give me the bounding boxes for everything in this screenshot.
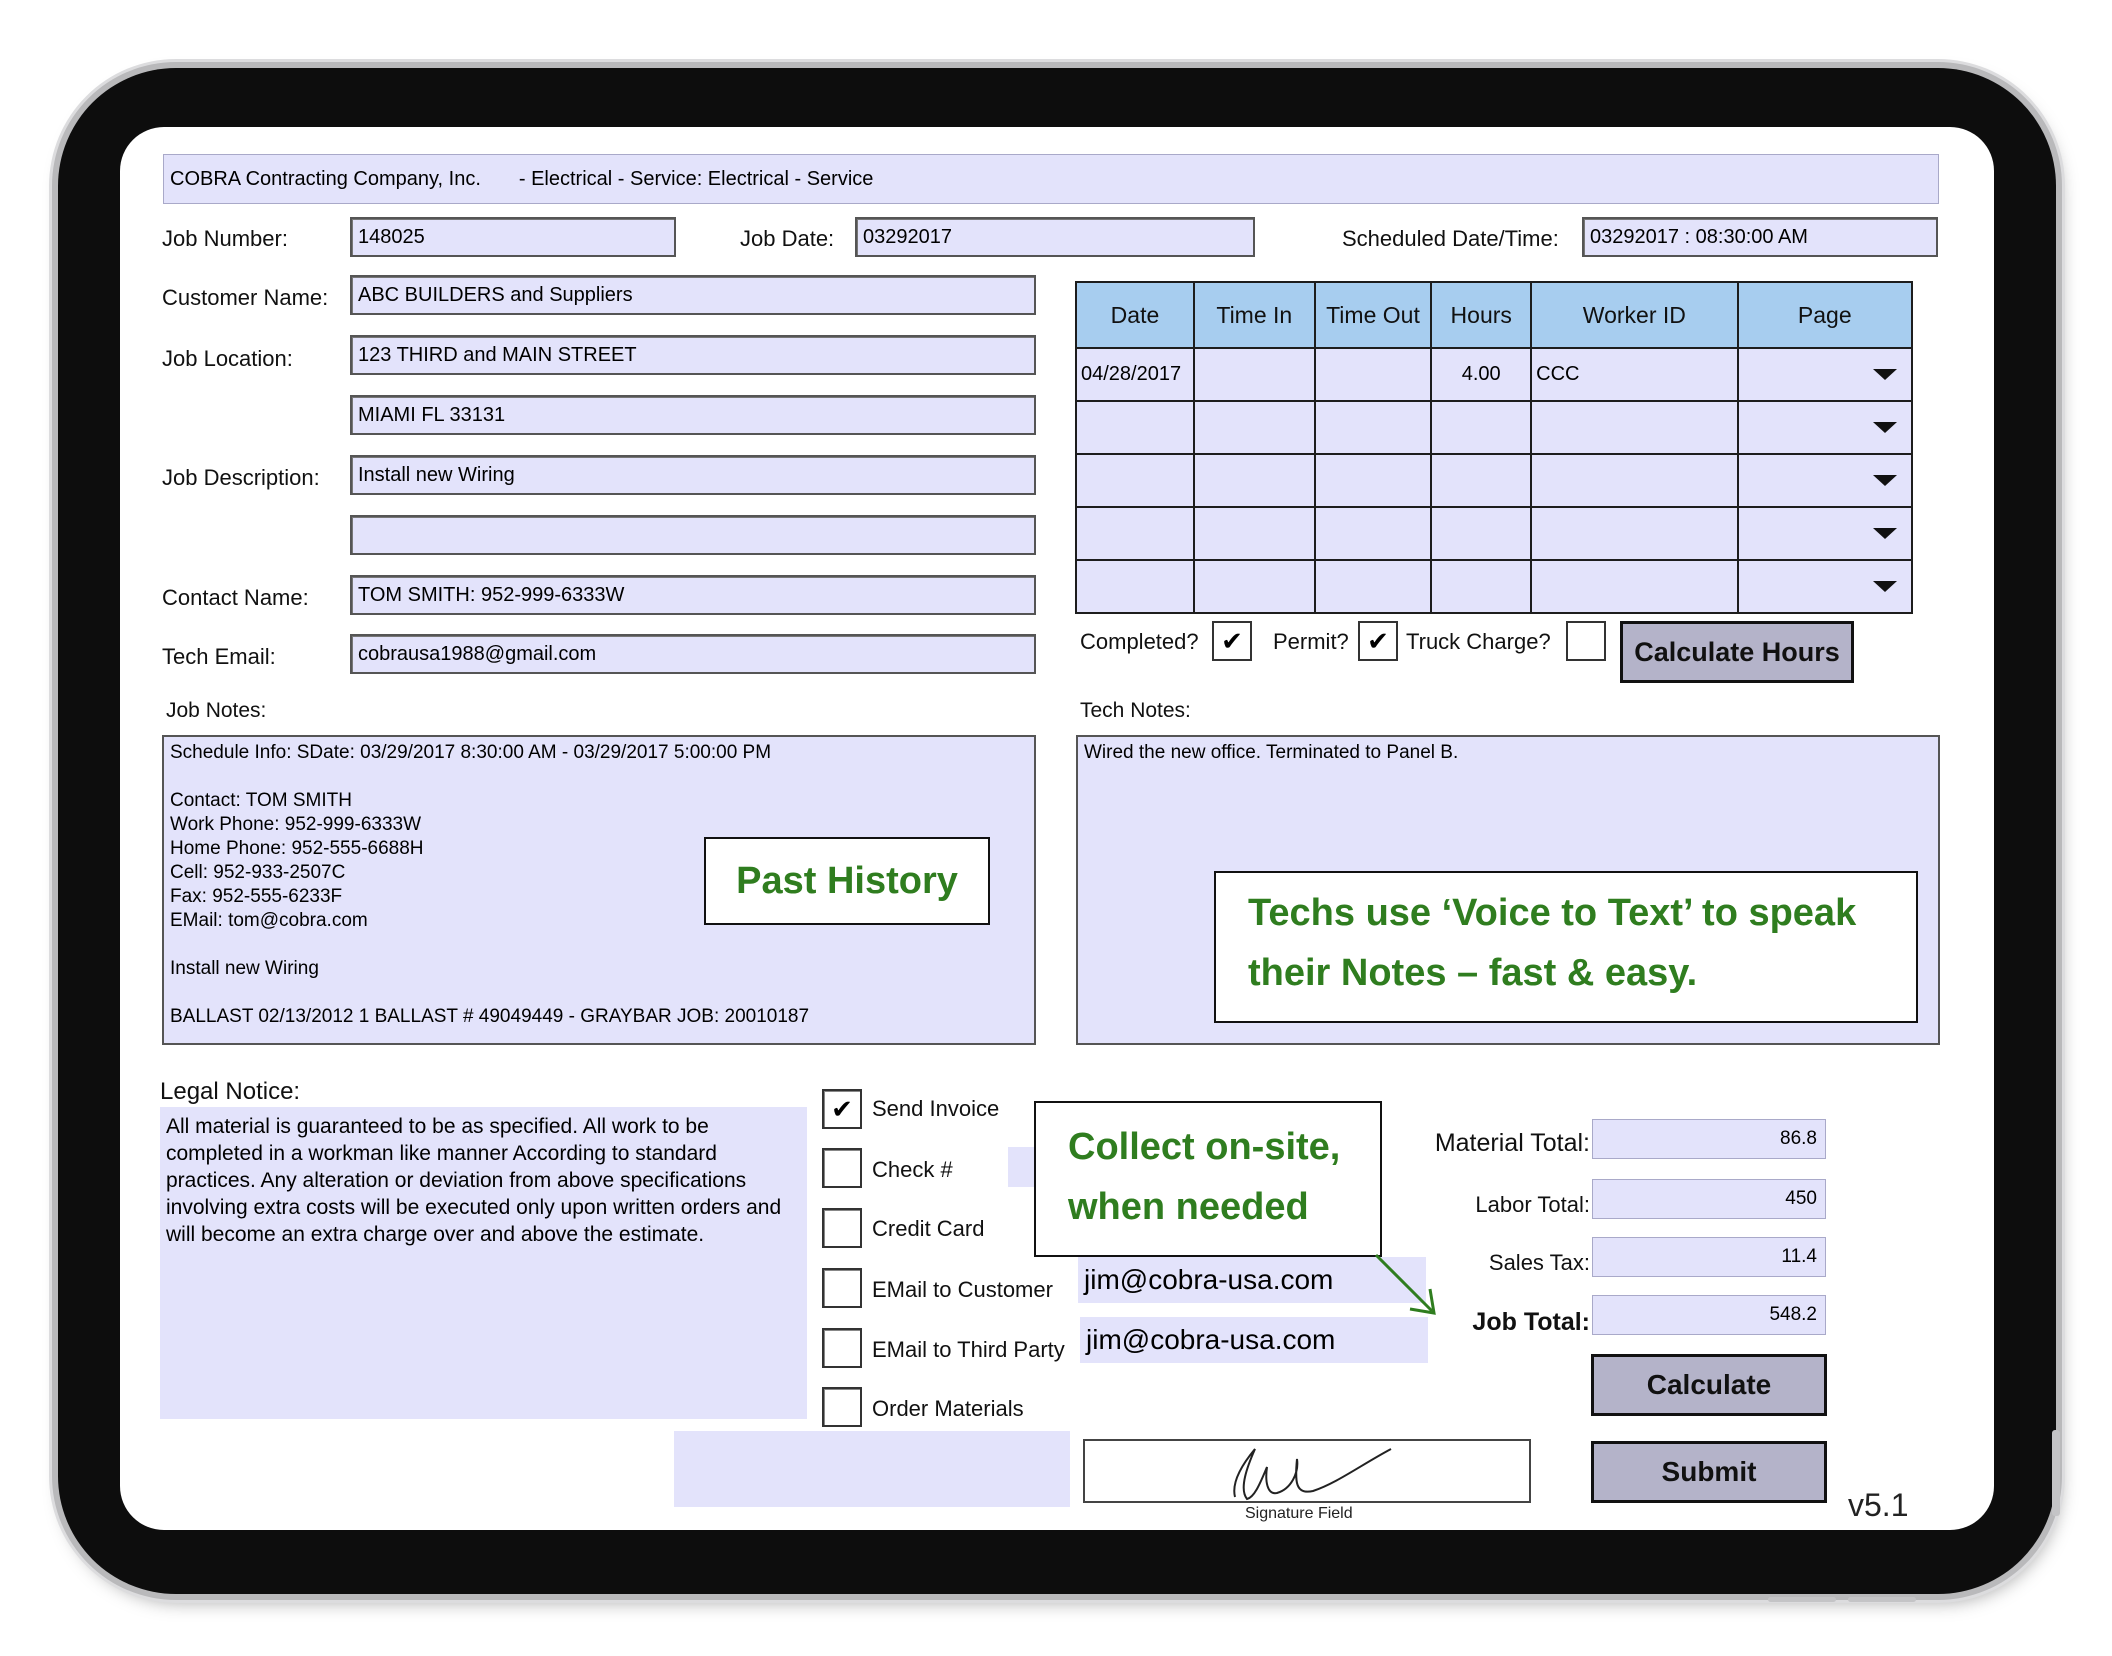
home-indicator-right	[1848, 1597, 1916, 1602]
form-screen	[120, 127, 1994, 1530]
bottom-blank-field[interactable]	[674, 1431, 1070, 1507]
past-history-text: Past History	[736, 860, 958, 902]
company-header	[163, 154, 1939, 204]
hours-cell[interactable]	[1431, 560, 1531, 613]
collect-on-site-callout	[1034, 1101, 1382, 1257]
company-name: COBRA Contracting Company, Inc.	[170, 167, 481, 190]
chevron-down-icon	[1873, 422, 1897, 433]
permit-checkbox[interactable]: ✔	[1358, 621, 1398, 661]
voice-to-text-callout	[1214, 871, 1918, 1023]
hours-table-header	[1076, 282, 1912, 348]
tech-note-text: Wired the new office. Terminated to Panel B.	[1084, 742, 1459, 763]
tech-email-label: Tech Email:	[162, 644, 276, 669]
table-row	[1076, 507, 1912, 560]
customer-field[interactable]: ABC BUILDERS and Suppliers	[350, 275, 1036, 315]
table-row	[1076, 560, 1912, 613]
job-notes-label: Job Notes:	[166, 699, 267, 722]
scheduled-label: Scheduled Date/Time:	[1342, 226, 1559, 251]
note-line	[170, 765, 1028, 789]
signature-scribble-icon	[1085, 1441, 1533, 1505]
time-out-cell[interactable]	[1315, 507, 1432, 560]
table-row	[1076, 401, 1912, 454]
hours-cell[interactable]: 4.00	[1431, 348, 1531, 401]
time-in-cell[interactable]	[1194, 348, 1315, 401]
chevron-down-icon	[1873, 369, 1897, 380]
hours-cell[interactable]	[1431, 454, 1531, 507]
completed-checkbox[interactable]: ✔	[1212, 621, 1252, 661]
chevron-down-icon	[1873, 581, 1897, 592]
note-line: BALLAST 02/13/2012 1 BALLAST # 49049449 - GRAYBAR JOB: 20010187	[170, 1006, 810, 1027]
note-line: Fax: 952-555-6233F	[170, 886, 343, 907]
contact-label: Contact Name:	[162, 585, 309, 610]
page-dropdown[interactable]	[1738, 401, 1912, 454]
date-cell[interactable]	[1076, 454, 1194, 507]
job-date-label: Job Date:	[740, 226, 835, 251]
email-customer-label: EMail to Customer	[872, 1277, 1053, 1302]
page-dropdown[interactable]	[1738, 560, 1912, 613]
email-third-party-field[interactable]: jim@cobra-usa.com	[1080, 1317, 1428, 1363]
completed-label: Completed?	[1080, 629, 1199, 654]
col-time-out: Time Out	[1315, 282, 1432, 348]
email-third-party-checkbox[interactable]	[822, 1328, 862, 1368]
note-line: Cell: 952-933-2507C	[170, 862, 346, 883]
scheduled-field[interactable]: 03292017 : 08:30:00 AM	[1582, 217, 1938, 257]
hours-cell[interactable]	[1431, 401, 1531, 454]
note-line: Home Phone: 952-555-6688H	[170, 838, 424, 859]
check-number-checkbox[interactable]	[822, 1148, 862, 1188]
signature-caption: Signature Field	[1245, 1505, 1353, 1522]
col-time-in: Time In	[1194, 282, 1315, 348]
location-line2-field[interactable]: MIAMI FL 33131	[350, 395, 1036, 435]
calculate-hours-button[interactable]: Calculate Hours	[1620, 621, 1854, 683]
note-line: Contact: TOM SMITH	[170, 790, 352, 811]
time-in-cell[interactable]	[1194, 507, 1315, 560]
email-third-party-label: EMail to Third Party	[872, 1337, 1065, 1362]
job-date-field[interactable]: 03292017	[855, 217, 1255, 257]
job-number-label: Job Number:	[162, 226, 288, 251]
note-line	[170, 933, 1028, 957]
date-cell[interactable]: 04/28/2017	[1076, 348, 1194, 401]
tech-email-field[interactable]: cobrausa1988@gmail.com	[350, 634, 1036, 674]
chevron-down-icon	[1873, 528, 1897, 539]
voice-callout-line2: their Notes – fast & easy.	[1248, 952, 1698, 994]
table-row	[1076, 454, 1912, 507]
truck-charge-label: Truck Charge?	[1406, 629, 1551, 654]
labor-total-field[interactable]: 450	[1592, 1179, 1826, 1219]
email-customer-checkbox[interactable]	[822, 1268, 862, 1308]
page-dropdown[interactable]	[1738, 454, 1912, 507]
note-line: Work Phone: 952-999-6333W	[170, 814, 422, 835]
time-out-cell[interactable]	[1315, 560, 1432, 613]
past-history-callout	[704, 837, 990, 925]
signature-field[interactable]	[1083, 1439, 1531, 1503]
credit-card-checkbox[interactable]	[822, 1208, 862, 1248]
chevron-down-icon	[1873, 475, 1897, 486]
date-cell[interactable]	[1076, 560, 1194, 613]
description-line2-field[interactable]	[350, 515, 1036, 555]
version-label: v5.1	[1848, 1487, 1909, 1523]
material-total-field[interactable]: 86.8	[1592, 1119, 1826, 1159]
collect-callout-line1: Collect on-site,	[1068, 1126, 1341, 1168]
volume-button	[2052, 1430, 2060, 1516]
legal-notice-text: All material is guaranteed to be as specified. All work to be completed in a workman like manner According to standard practices. Any alteration or deviation from above specifications involving extra costs will be executed only upon written orders and will become an extra charge over and above the estimate.	[160, 1107, 807, 1419]
material-total-label: Material Total:	[1434, 1129, 1590, 1157]
home-indicator-left	[1768, 1597, 1836, 1602]
date-cell[interactable]	[1076, 507, 1194, 560]
sales-tax-label: Sales Tax:	[1488, 1250, 1590, 1275]
time-in-cell[interactable]	[1194, 454, 1315, 507]
worker-cell[interactable]: CCC	[1531, 348, 1737, 401]
labor-total-label: Labor Total:	[1475, 1192, 1590, 1217]
callout-arrow-icon	[1372, 1251, 1444, 1321]
credit-card-label: Credit Card	[872, 1216, 985, 1241]
order-materials-checkbox[interactable]	[822, 1387, 862, 1427]
legal-notice-label: Legal Notice:	[160, 1078, 301, 1105]
order-materials-label: Order Materials	[872, 1396, 1024, 1421]
time-out-cell[interactable]	[1315, 401, 1432, 454]
worker-cell[interactable]	[1531, 507, 1737, 560]
time-in-cell[interactable]	[1194, 401, 1315, 454]
send-invoice-label: Send Invoice	[872, 1096, 1000, 1121]
worker-cell[interactable]	[1531, 454, 1737, 507]
email-customer-field[interactable]: jim@cobra-usa.com	[1078, 1257, 1426, 1303]
send-invoice-checkbox[interactable]: ✔	[822, 1089, 862, 1129]
note-line: Schedule Info: SDate: 03/29/2017 8:30:00 AM - 03/29/2017 5:00:00 PM	[170, 742, 772, 763]
hours-cell[interactable]	[1431, 507, 1531, 560]
page-dropdown[interactable]	[1738, 507, 1912, 560]
date-cell[interactable]	[1076, 401, 1194, 454]
col-worker-id: Worker ID	[1531, 282, 1737, 348]
time-in-cell[interactable]	[1194, 560, 1315, 613]
note-line: Install new Wiring	[170, 958, 319, 979]
customer-label: Customer Name:	[162, 285, 329, 310]
tech-notes-label: Tech Notes:	[1080, 699, 1191, 722]
worker-cell[interactable]	[1531, 401, 1737, 454]
job-total-field[interactable]: 548.2	[1592, 1295, 1826, 1335]
description-line1-field[interactable]: Install new Wiring	[350, 455, 1036, 495]
location-line1-field[interactable]: 123 THIRD and MAIN STREET	[350, 335, 1036, 375]
page-dropdown[interactable]	[1738, 348, 1912, 401]
hours-table	[1075, 281, 1913, 614]
col-date: Date	[1076, 282, 1194, 348]
col-hours: Hours	[1431, 282, 1531, 348]
truck-charge-checkbox[interactable]	[1566, 621, 1606, 661]
col-page: Page	[1738, 282, 1912, 348]
sales-tax-field[interactable]: 11.4	[1592, 1237, 1826, 1277]
check-number-label: Check #	[872, 1157, 953, 1182]
location-label: Job Location:	[162, 346, 293, 371]
job-total-label: Job Total:	[1472, 1308, 1590, 1336]
contact-field[interactable]: TOM SMITH: 952-999-6333W	[350, 575, 1036, 615]
submit-button[interactable]: Submit	[1591, 1441, 1827, 1503]
note-line: EMail: tom@cobra.com	[170, 910, 368, 931]
permit-label: Permit?	[1273, 629, 1349, 654]
time-out-cell[interactable]	[1315, 454, 1432, 507]
calculate-button[interactable]: Calculate	[1591, 1354, 1827, 1416]
worker-cell[interactable]	[1531, 560, 1737, 613]
voice-callout-line1: Techs use ‘Voice to Text’ to speak	[1248, 892, 1857, 934]
service-type: - Electrical - Service: Electrical - Service	[518, 167, 874, 190]
collect-callout-line2: when needed	[1068, 1186, 1309, 1228]
note-line	[170, 981, 1028, 1005]
description-label: Job Description:	[162, 465, 320, 490]
job-number-field[interactable]: 148025	[350, 217, 676, 257]
table-row	[1076, 348, 1912, 401]
time-out-cell[interactable]	[1315, 348, 1432, 401]
